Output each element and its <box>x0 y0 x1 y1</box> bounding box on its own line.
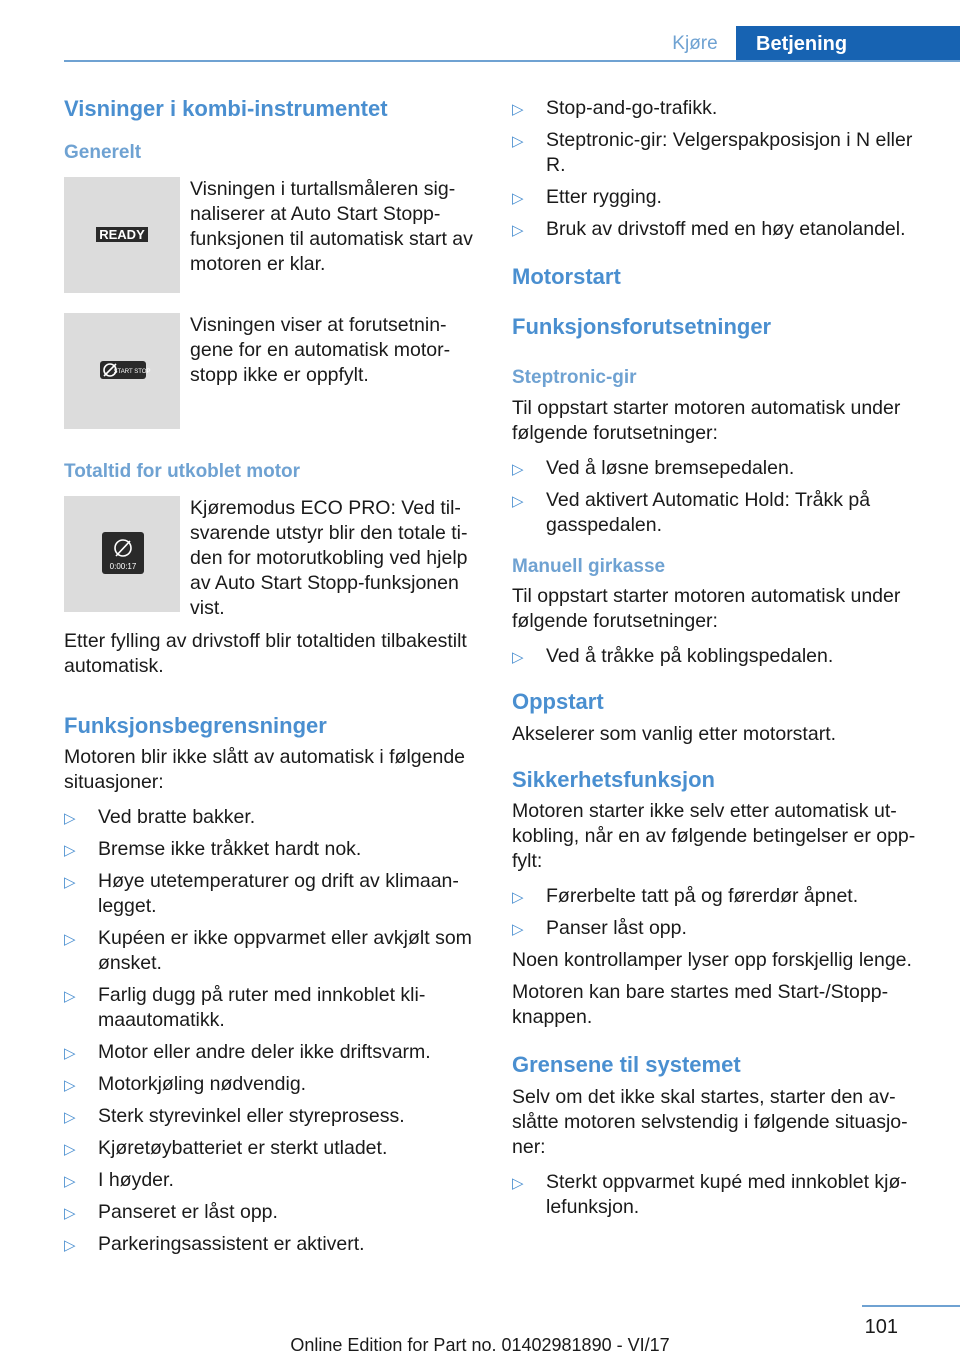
grensene-list <box>512 1170 928 1220</box>
bullet-triangle-icon: ▷ <box>512 222 524 239</box>
list-item-text: Steptronic-gir: Velgerspakposisjon i N eller R. <box>546 129 913 176</box>
bullet-triangle-icon: ▷ <box>64 1205 76 1223</box>
list-item-text: Parkeringsassistent er aktivert. <box>98 1233 365 1256</box>
header-tab-betjening[interactable]: Betjening <box>736 26 960 62</box>
bullet-triangle-icon: ▷ <box>512 460 524 478</box>
list-item <box>512 1170 928 1220</box>
list-item <box>512 488 928 538</box>
bullet-triangle-icon: ▷ <box>512 889 524 907</box>
list-item-text: Førerbelte tatt på og førerdør åpnet. <box>546 885 859 908</box>
auto-start-stop-icon <box>64 313 180 429</box>
list-item <box>512 96 928 121</box>
list-item-text: Motorkjøling nødvendig. <box>98 1073 307 1096</box>
sikkerhetsfunksjon-text: Motoren starter ikke selv etter automatisk utkobling, når en av følgende betingelser er oppfylt: <box>512 800 916 873</box>
list-item-text: Etter rygging. <box>546 186 662 208</box>
list-item-text: Panser låst opp. <box>546 917 687 940</box>
bullet-triangle-icon: ▷ <box>512 1174 524 1192</box>
list-item-text: Høye utetemperaturer og drift av klimaanlegget. <box>98 870 459 918</box>
bullet-triangle-icon: ▷ <box>64 988 76 1006</box>
startstop-icon-text: START STOP <box>113 369 151 376</box>
list-item <box>512 185 928 210</box>
funksjonsbegrensninger-heading: Funksjonsbegrensninger <box>64 712 327 738</box>
header-tab-kjore[interactable]: Kjøre <box>672 33 718 54</box>
bullet-triangle-icon: ▷ <box>64 1173 76 1191</box>
grensene-heading: Grensene til systemet <box>512 1052 741 1078</box>
steptronic-list <box>512 456 928 538</box>
funksjonsbegrensninger-list <box>64 805 482 1257</box>
list-item <box>512 217 928 242</box>
list-item <box>512 884 928 909</box>
list-item <box>64 1136 482 1161</box>
list-item <box>64 869 482 919</box>
funksjonsforutsetninger-heading: Funksjonsforutsetninger <box>512 314 772 340</box>
bullet-triangle-icon: ▷ <box>512 921 524 939</box>
generelt-text-1: Visningen i turtallsmåleren signaliserer at Auto Start Stopp-funksjonen til automatisk start av motoren er klar. <box>190 178 473 276</box>
grensene-text: Selv om det ikke skal startes, starter den avslåtte motoren selvstendig i følgende situasjoner: <box>512 1085 908 1158</box>
list-item <box>64 805 482 830</box>
totaltid-text-1: Kjøremodus ECO PRO: Ved tilsvarende utstyr blir den totale tiden for motorutkobling ved hjelp av Auto Start Stopp-funksjonen vist. <box>190 496 468 619</box>
right-column <box>512 96 928 1227</box>
list-item-text: Kjøretøybatteriet er sterkt utladet. <box>98 1137 388 1160</box>
list-item-text: Kupéen er ikke oppvarmet eller avkjølt som ønsket. <box>98 927 472 975</box>
list-item <box>512 128 928 178</box>
bullet-triangle-icon: ▷ <box>64 810 76 828</box>
bullet-triangle-icon: ▷ <box>64 931 76 949</box>
list-item-text: Bremse ikke tråkket hardt nok. <box>98 838 362 861</box>
list-item-text: Ved aktivert Automatic Hold: Tråkk på gasspedalen. <box>546 488 871 536</box>
manuell-heading: Manuell girkasse <box>512 555 666 577</box>
totaltid-heading: Totaltid for utkoblet motor <box>64 461 301 483</box>
list-item-text: I høyder. <box>98 1169 174 1192</box>
totaltid-text-2: Etter fylling av drivstoff blir totaltiden tilbakestilt automatisk. <box>64 629 467 677</box>
startstop-indicator-image <box>64 313 180 429</box>
bullet-triangle-icon: ▷ <box>64 1077 76 1095</box>
list-item-text: Ved bratte bakker. <box>98 806 256 829</box>
bullet-triangle-icon: ▷ <box>512 492 524 510</box>
list-item-text: Sterk styrevinkel eller styreprosess. <box>98 1105 405 1128</box>
list-item <box>64 837 482 862</box>
manuell-list <box>512 644 928 669</box>
list-item <box>64 926 482 976</box>
bullet-triangle-icon: ▷ <box>64 1045 76 1063</box>
list-item-text: Stop-and-go-trafikk. <box>546 97 718 119</box>
list-item-text: Motor eller andre deler ikke driftsvarm. <box>98 1041 431 1064</box>
generelt-heading: Generelt <box>64 142 142 164</box>
list-item <box>64 1168 482 1193</box>
motorstart-heading: Motorstart <box>512 264 621 289</box>
list-item <box>64 1200 482 1225</box>
page-header <box>0 0 960 62</box>
sikkerhetsfunksjon-list <box>512 884 928 941</box>
oppstart-text: Akselerer som vanlig etter motorstart. <box>512 722 837 745</box>
list-item-text: Ved å tråkke på koblingspedalen. <box>546 645 834 668</box>
totaltid-row <box>64 496 482 621</box>
list-item-text: Panseret er låst opp. <box>98 1201 278 1224</box>
page-number: 101 <box>864 1316 898 1338</box>
startstop-row <box>64 313 482 429</box>
sikkerhetsfunksjon-text-2: Noen kontrollamper lyser opp forskjellig lenge. <box>512 949 912 972</box>
ready-icon-text: READY <box>99 227 145 243</box>
bullet-triangle-icon: ▷ <box>64 1141 76 1159</box>
timer-indicator-image <box>64 496 180 612</box>
bullet-triangle-icon: ▷ <box>64 1237 76 1255</box>
ready-icon <box>64 177 180 293</box>
generelt-text-2: Visningen viser at forutsetningene for en automatisk motorstopp ikke er oppfylt. <box>190 314 451 387</box>
list-item <box>64 983 482 1033</box>
bullet-triangle-icon: ▷ <box>64 874 76 892</box>
left-column <box>64 96 482 1264</box>
sikkerhetsfunksjon-heading: Sikkerhetsfunksjon <box>512 766 715 792</box>
bullet-triangle-icon: ▷ <box>64 1109 76 1127</box>
ready-indicator-image <box>64 177 180 293</box>
funksjonsbegrensninger-text: Motoren blir ikke slått av automatisk i følgende situasjoner: <box>64 746 466 794</box>
bullet-triangle-icon: ▷ <box>512 101 524 118</box>
ready-row <box>64 177 482 293</box>
bullet-triangle-icon: ▷ <box>512 649 524 667</box>
footer-rule <box>862 1305 960 1307</box>
situations-list-continued <box>512 96 928 242</box>
list-item <box>64 1104 482 1129</box>
footer-edition: Online Edition for Part no. 01402981890 - VI/17 <box>290 1335 670 1355</box>
steptronic-heading: Steptronic-gir <box>512 366 637 388</box>
list-item <box>512 456 928 481</box>
bullet-triangle-icon: ▷ <box>512 190 524 207</box>
section-title: Visninger i kombi-instrumentet <box>64 96 388 121</box>
sikkerhetsfunksjon-text-3: Motoren kan bare startes med Start-/Stopp-knappen. <box>512 981 889 1029</box>
oppstart-heading: Oppstart <box>512 689 604 715</box>
bullet-triangle-icon: ▷ <box>64 842 76 860</box>
list-item <box>64 1072 482 1097</box>
header-rule <box>64 60 960 62</box>
list-item <box>512 916 928 941</box>
list-item-text: Sterkt oppvarmet kupé med innkoblet kjølefunksjon. <box>546 1170 907 1218</box>
list-item-text: Ved å løsne bremsepedalen. <box>546 456 795 479</box>
manuell-text: Til oppstart starter motoren automatisk under følgende forutsetninger: <box>512 585 901 633</box>
bullet-triangle-icon: ▷ <box>512 133 524 150</box>
steptronic-text: Til oppstart starter motoren automatisk under følgende forutsetninger: <box>512 396 901 444</box>
list-item <box>64 1040 482 1065</box>
list-item-text: Farlig dugg på ruter med innkoblet klimaautomatikk. <box>98 984 426 1032</box>
auto-start-stop-timer-icon <box>64 496 180 612</box>
list-item <box>64 1232 482 1257</box>
timer-icon-text: 0:00:17 <box>109 561 137 571</box>
list-item <box>512 644 928 669</box>
list-item-text: Bruk av drivstoff med en høy etanolandel. <box>546 218 906 240</box>
